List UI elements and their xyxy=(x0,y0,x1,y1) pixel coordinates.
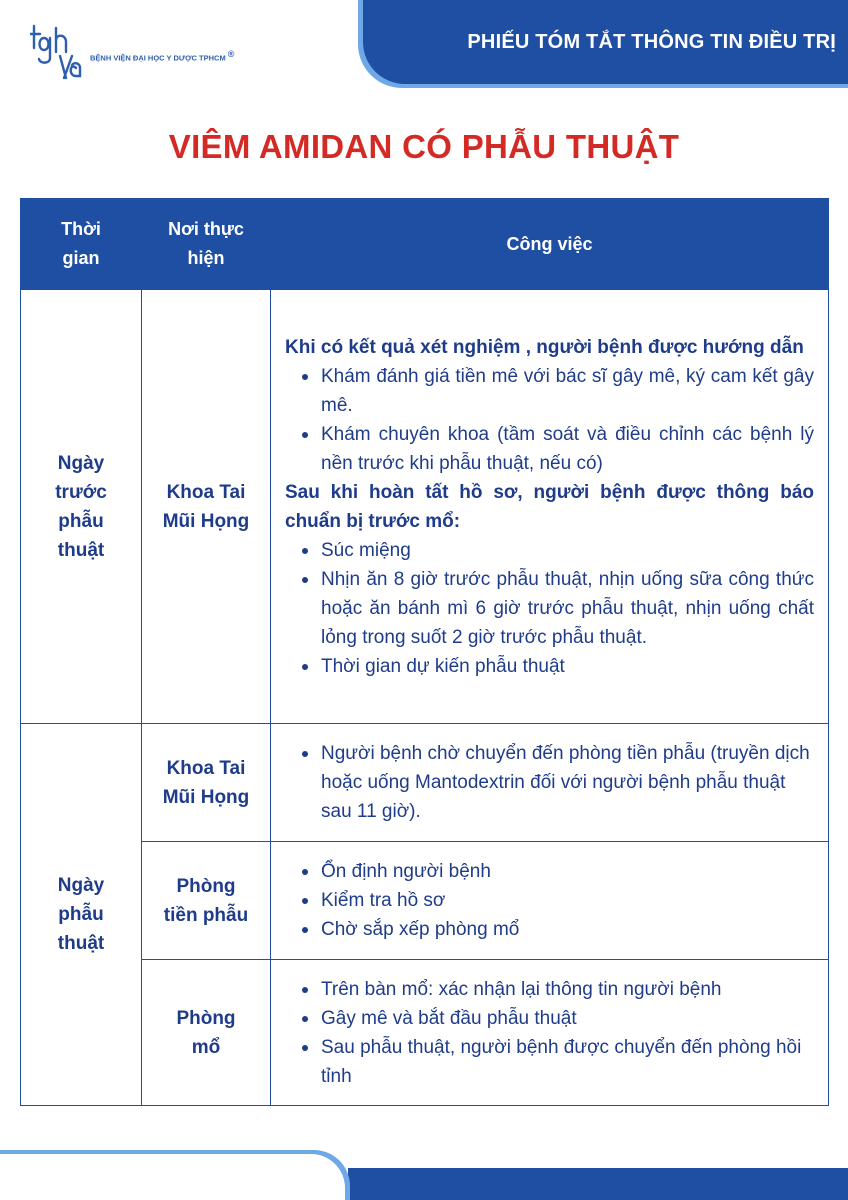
banner-title: PHIẾU TÓM TẮT THÔNG TIN ĐIỀU TRỊ xyxy=(467,30,836,53)
table-row xyxy=(21,724,829,842)
time-line: phẫu xyxy=(58,904,104,925)
work-list xyxy=(285,362,814,478)
work-heading: Sau khi hoàn tất hồ sơ, người bệnh được thông báo chuẩn bị trước mổ: xyxy=(285,481,814,532)
list-item: Ổn định người bệnh xyxy=(321,857,814,886)
list-item: Người bệnh chờ chuyển đến phòng tiền phẫu (truyền dịch hoặc uống Mantodextrin đối với người bệnh phẫu thuật sau 11 giờ). xyxy=(321,739,814,826)
list-item: Thời gian dự kiến phẫu thuật xyxy=(321,652,814,681)
place-cell-preop-room xyxy=(142,842,271,960)
place-line: Phòng xyxy=(176,875,236,897)
header-place xyxy=(142,199,271,290)
time-line: thuật xyxy=(57,933,105,954)
list-item: Kiểm tra hồ sơ xyxy=(321,886,814,915)
header-time xyxy=(21,199,142,290)
place-cell-operating-room xyxy=(142,960,271,1106)
table-row xyxy=(21,960,829,1106)
list-item: Trên bàn mổ: xác nhận lại thông tin người bệnh xyxy=(321,975,814,1004)
place-line: tiền phẫu xyxy=(163,904,249,926)
work-list xyxy=(285,857,814,944)
header-place-line1: Nơi thực xyxy=(168,219,244,239)
treatment-table xyxy=(20,198,829,1106)
place-line: Phòng xyxy=(176,1007,236,1029)
header-place-line2: hiện xyxy=(187,248,225,268)
header-banner xyxy=(363,0,848,84)
list-item: Sau phẫu thuật, người bệnh được chuyển đến phòng hồi tỉnh xyxy=(321,1033,814,1091)
registered-mark: ® xyxy=(227,48,235,59)
place-line: Mũi Họng xyxy=(162,510,250,532)
list-item: Súc miệng xyxy=(321,536,814,565)
list-item: Nhịn ăn 8 giờ trước phẫu thuật, nhịn uống sữa công thức hoặc ăn bánh mì 6 giờ trước phẫu thuật, nhịn uống chất lỏng trong suốt 2 giờ trước phẫu thuật. xyxy=(321,565,814,652)
table-header-row xyxy=(21,199,829,290)
work-cell xyxy=(271,724,829,842)
place-line: mổ xyxy=(191,1036,221,1058)
footer-white-shape xyxy=(0,1154,345,1200)
header-work: Công việc xyxy=(271,199,829,290)
list-item: Chờ sắp xếp phòng mổ xyxy=(321,915,814,944)
work-list xyxy=(285,536,814,681)
time-line: thuật xyxy=(57,539,105,561)
time-line: trước xyxy=(55,481,107,503)
place-cell-ent-department xyxy=(142,724,271,842)
time-cell-before-surgery xyxy=(21,290,142,724)
work-list xyxy=(285,975,814,1091)
work-cell xyxy=(271,960,829,1106)
work-heading: Khi có kết quả xét nghiệm , người bệnh được hướng dẫn xyxy=(285,336,804,358)
list-item: Gây mê và bắt đầu phẫu thuật xyxy=(321,1004,814,1033)
list-item: Khám đánh giá tiền mê với bác sĩ gây mê, ký cam kết gây mê. xyxy=(321,362,814,420)
list-item: Khám chuyên khoa (tầm soát và điều chỉnh các bệnh lý nền trước khi phẫu thuật, nếu có) xyxy=(321,420,814,478)
work-list xyxy=(285,739,814,826)
place-cell-ent-department xyxy=(142,290,271,724)
page-title: VIÊM AMIDAN CÓ PHẪU THUẬT xyxy=(168,128,680,165)
hospital-name: BỆNH VIỆN ĐẠI HỌC Y DƯỢC TPHCM ® xyxy=(90,48,235,62)
header-time-line1: Thời xyxy=(61,219,101,239)
hospital-logo-icon xyxy=(30,22,86,80)
table-row xyxy=(21,842,829,960)
time-line: Ngày xyxy=(57,875,105,896)
hospital-logo xyxy=(30,22,234,80)
header-time-line2: gian xyxy=(62,248,100,268)
time-cell-surgery-day xyxy=(21,724,142,1106)
place-line: Khoa Tai xyxy=(166,481,246,503)
time-line: Ngày xyxy=(57,452,105,474)
place-line: Khoa Tai xyxy=(166,757,246,779)
table-row xyxy=(21,290,829,724)
work-cell xyxy=(271,290,829,724)
footer-bar xyxy=(348,1168,848,1200)
time-line: phẫu xyxy=(58,510,104,532)
place-line: Mũi Họng xyxy=(162,786,250,808)
work-cell xyxy=(271,842,829,960)
